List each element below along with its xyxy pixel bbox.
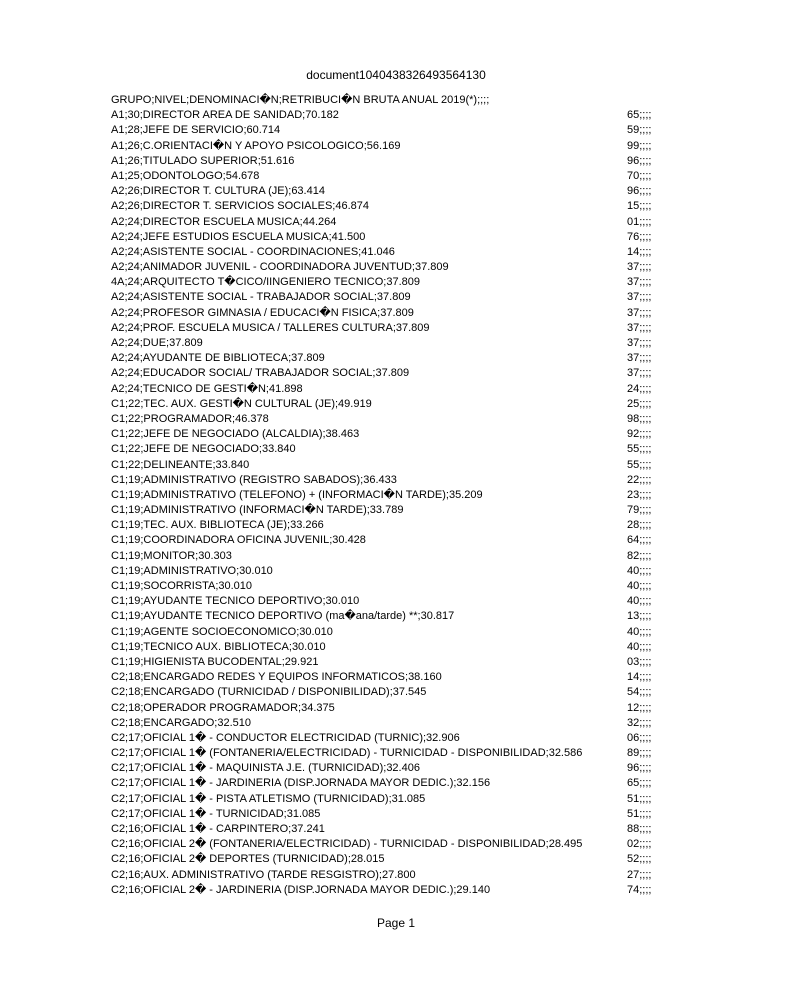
row-text: C1;19;COORDINADORA OFICINA JUVENIL;30.428 (111, 534, 366, 547)
row-value: 99;;;; (627, 139, 652, 152)
table-row (111, 427, 671, 442)
row-text: C2;17;OFICIAL 1� - TURNICIDAD;31.085 (111, 807, 321, 820)
row-value: 65;;;; (627, 109, 652, 122)
row-value: 28;;;; (627, 519, 652, 532)
row-value: 37;;;; (627, 367, 652, 380)
row-text: A2;24;DUE;37.809 (111, 337, 203, 349)
table-row (111, 139, 671, 154)
row-value: 98;;;; (627, 412, 652, 425)
row-text: A1;26;TITULADO SUPERIOR;51.616 (111, 154, 295, 167)
row-text: C1;22;JEFE DE NEGOCIADO;33.840 (111, 443, 296, 456)
row-text: C2;16;OFICIAL 2� DEPORTES (TURNICIDAD);28.015 (111, 853, 385, 866)
row-text: C2;18;ENCARGADO (TURNICIDAD / DISPONIBILIDAD);37.545 (111, 686, 427, 699)
row-value: 96;;;; (627, 154, 652, 167)
row-text: A2;24;PROFESOR GIMNASIA / EDUCACI�N FISICA;37.809 (111, 306, 414, 319)
header-text: GRUPO;NIVEL;DENOMINACI�N;RETRIBUCI�N BRUTA ANUAL 2019(*);;;; (111, 94, 490, 106)
row-text: C1;22;TEC. AUX. GESTI�N CULTURAL (JE);49.919 (111, 397, 372, 410)
row-text: C2;16;OFICIAL 1� - CARPINTERO;37.241 (111, 823, 325, 835)
row-value: 64;;;; (627, 534, 652, 547)
table-row (111, 807, 671, 822)
table-row (111, 245, 671, 260)
row-text: A1;28;JEFE DE SERVICIO;60.714 (111, 124, 281, 137)
row-value: 37;;;; (627, 291, 652, 304)
row-text: C2;17;OFICIAL 1� - PISTA ATLETISMO (TURNICIDAD);31.085 (111, 792, 426, 805)
row-text: A2;24;PROF. ESCUELA MUSICA / TALLERES CULTURA;37.809 (111, 321, 430, 334)
row-value: 65;;;; (627, 777, 652, 790)
row-text: C2;17;OFICIAL 1� - JARDINERIA (DISP.JORNADA MAYOR DEDIC.);32.156 (111, 777, 491, 790)
table-row (111, 154, 671, 169)
row-value: 76;;;; (627, 230, 652, 243)
row-value: 13;;;; (627, 610, 652, 623)
row-text: C1;22;JEFE DE NEGOCIADO (ALCALDIA);38.463 (111, 428, 360, 441)
row-text: A2;24;TECNICO DE GESTI�N;41.898 (111, 382, 303, 395)
row-text: C1;19;ADMINISTRATIVO (REGISTRO SABADOS);36.433 (111, 473, 397, 486)
row-value: 88;;;; (627, 823, 652, 835)
table-row (111, 108, 671, 123)
table-row (111, 549, 671, 564)
table-row (111, 366, 671, 381)
table-row (111, 382, 671, 397)
row-text: C2;18;OPERADOR PROGRAMADOR;34.375 (111, 701, 335, 714)
row-value: 06;;;; (627, 731, 652, 744)
document-title: document1040438326493564130 (306, 68, 486, 82)
row-value: 55;;;; (627, 458, 652, 471)
row-text: C2;17;OFICIAL 1� (FONTANERIA/ELECTRICIDAD) - TURNICIDAD - DISPONIBILIDAD;32.586 (111, 747, 583, 760)
row-value: 22;;;; (627, 473, 652, 486)
row-text: C2;18;ENCARGADO;32.510 (111, 716, 252, 729)
table-row (111, 776, 671, 791)
row-value: 14;;;; (627, 245, 652, 258)
table-row (111, 670, 671, 685)
table-row (111, 184, 671, 199)
row-value: 25;;;; (627, 397, 652, 410)
row-text: A2;24;ASISTENTE SOCIAL - COORDINACIONES;41.046 (111, 245, 395, 258)
document-body (111, 93, 671, 898)
row-text: C1;19;ADMINISTRATIVO (INFORMACI�N TARDE);33.789 (111, 504, 404, 517)
row-value: 15;;;; (627, 200, 652, 213)
table-row (111, 822, 671, 837)
row-text: C1;19;SOCORRISTA;30.010 (111, 580, 253, 592)
row-text: A1;26;C.ORIENTACI�N Y APOYO PSICOLOGICO;56.169 (111, 139, 401, 152)
row-text: C1;19;AGENTE SOCIOECONOMICO;30.010 (111, 625, 333, 638)
row-value: 96;;;; (627, 185, 652, 198)
row-value: 01;;;; (627, 215, 652, 228)
row-value: 70;;;; (627, 169, 652, 182)
row-text: A2;24;ANIMADOR JUVENIL - COORDINADORA JUVENTUD;37.809 (111, 261, 449, 274)
row-text: A2;24;DIRECTOR ESCUELA MUSICA;44.264 (111, 215, 337, 228)
table-row (111, 594, 671, 609)
row-value: 92;;;; (627, 428, 652, 441)
row-value: 40;;;; (627, 580, 652, 592)
table-row (111, 731, 671, 746)
row-value: 89;;;; (627, 747, 652, 760)
table-row (111, 701, 671, 716)
row-text: C2;18;ENCARGADO REDES Y EQUIPOS INFORMATICOS;38.160 (111, 671, 442, 684)
row-text: A2;24;JEFE ESTUDIOS ESCUELA MUSICA;41.500 (111, 230, 366, 243)
row-text: C1;19;HIGIENISTA BUCODENTAL;29.921 (111, 655, 319, 668)
table-row (111, 321, 671, 336)
table-row (111, 564, 671, 579)
table-row (111, 716, 671, 731)
table-row (111, 306, 671, 321)
table-row (111, 503, 671, 518)
table-row (111, 533, 671, 548)
table-row (111, 275, 671, 290)
table-row (111, 260, 671, 275)
row-value: 40;;;; (627, 625, 652, 638)
row-value: 37;;;; (627, 261, 652, 274)
row-text: C1;19;TEC. AUX. BIBLIOTECA (JE);33.266 (111, 519, 324, 532)
row-text: A1;30;DIRECTOR AREA DE SANIDAD;70.182 (111, 109, 339, 122)
row-text: C2;16;OFICIAL 2� - JARDINERIA (DISP.JORNADA MAYOR DEDIC.);29.140 (111, 883, 491, 896)
row-value: 32;;;; (627, 716, 652, 729)
table-row (111, 625, 671, 640)
table-row (111, 458, 671, 473)
table-row (111, 473, 671, 488)
table-row (111, 746, 671, 761)
row-text: A2;24;EDUCADOR SOCIAL/ TRABAJADOR SOCIAL;37.809 (111, 367, 410, 380)
row-text: A2;24;ASISTENTE SOCIAL - TRABAJADOR SOCIAL;37.809 (111, 291, 411, 304)
row-text: C1;19;AYUDANTE TECNICO DEPORTIVO;30.010 (111, 595, 360, 608)
row-value: 27;;;; (627, 868, 652, 881)
row-text: A2;26;DIRECTOR T. SERVICIOS SOCIALES;46.874 (111, 200, 370, 213)
row-text: C1;19;MONITOR;30.303 (111, 549, 232, 562)
row-value: 03;;;; (627, 655, 652, 668)
row-value: 12;;;; (627, 701, 652, 714)
table-row (111, 761, 671, 776)
table-row (111, 290, 671, 305)
row-value: 40;;;; (627, 564, 652, 577)
table-row (111, 883, 671, 898)
row-value: 37;;;; (627, 321, 652, 334)
row-text: 4A;24;ARQUITECTO T�CICO/IINGENIERO TECNICO;37.809 (111, 276, 420, 289)
row-value: 40;;;; (627, 640, 652, 653)
table-row (111, 215, 671, 230)
row-value: 02;;;; (627, 838, 652, 851)
table-row (111, 123, 671, 138)
table-row (111, 685, 671, 700)
table-row (111, 442, 671, 457)
row-text: C1;22;PROGRAMADOR;46.378 (111, 412, 269, 425)
page-number: Page 1 (376, 916, 416, 930)
row-value: 79;;;; (627, 504, 652, 517)
table-row (111, 230, 671, 245)
row-value: 37;;;; (627, 276, 652, 289)
table-row (111, 169, 671, 184)
row-text: C1;19;ADMINISTRATIVO;30.010 (111, 564, 273, 577)
row-text: C2;17;OFICIAL 1� - CONDUCTOR ELECTRICIDAD (TURNIC);32.906 (111, 731, 460, 744)
table-row (111, 868, 671, 883)
table-row (111, 351, 671, 366)
row-value: 54;;;; (627, 686, 652, 699)
row-value: 96;;;; (627, 762, 652, 775)
row-text: C1;19;ADMINISTRATIVO (TELEFONO) + (INFORMACI�N TARDE);35.209 (111, 488, 483, 501)
table-row (111, 579, 671, 594)
row-text: A2;24;AYUDANTE DE BIBLIOTECA;37.809 (111, 352, 325, 365)
row-value: 51;;;; (627, 807, 652, 820)
row-value: 55;;;; (627, 443, 652, 456)
row-text: C2;16;AUX. ADMINISTRATIVO (TARDE RESGISTRO);27.800 (111, 868, 416, 881)
row-value: 37;;;; (627, 337, 652, 349)
table-row (111, 336, 671, 351)
table-row (111, 609, 671, 624)
row-value: 24;;;; (627, 382, 652, 395)
row-value: 40;;;; (627, 595, 652, 608)
table-row (111, 655, 671, 670)
row-text: C2;17;OFICIAL 1� - MAQUINISTA J.E. (TURNICIDAD);32.406 (111, 762, 420, 775)
row-value: 82;;;; (627, 549, 652, 562)
table-row (111, 397, 671, 412)
table-row (111, 199, 671, 214)
row-value: 37;;;; (627, 306, 652, 319)
row-text: A2;26;DIRECTOR T. CULTURA (JE);63.414 (111, 185, 325, 198)
row-value: 14;;;; (627, 671, 652, 684)
row-value: 51;;;; (627, 792, 652, 805)
row-text: C1;19;TECNICO AUX. BIBLIOTECA;30.010 (111, 640, 326, 653)
row-value: 74;;;; (627, 883, 652, 896)
table-row (111, 412, 671, 427)
table-row (111, 488, 671, 503)
row-value: 23;;;; (627, 488, 652, 501)
row-value: 52;;;; (627, 853, 652, 866)
row-text: C1;22;DELINEANTE;33.840 (111, 458, 250, 471)
table-row (111, 640, 671, 655)
table-row (111, 837, 671, 852)
table-row (111, 518, 671, 533)
row-value: 37;;;; (627, 352, 652, 365)
row-value: 59;;;; (627, 124, 652, 137)
row-text: A1;25;ODONTOLOGO;54.678 (111, 169, 260, 182)
row-text: C2;16;OFICIAL 2� (FONTANERIA/ELECTRICIDAD) - TURNICIDAD - DISPONIBILIDAD;28.495 (111, 838, 583, 851)
header-line (111, 93, 671, 108)
row-text: C1;19;AYUDANTE TECNICO DEPORTIVO (ma�ana/tarde) **;30.817 (111, 610, 455, 623)
table-row (111, 852, 671, 867)
table-row (111, 792, 671, 807)
